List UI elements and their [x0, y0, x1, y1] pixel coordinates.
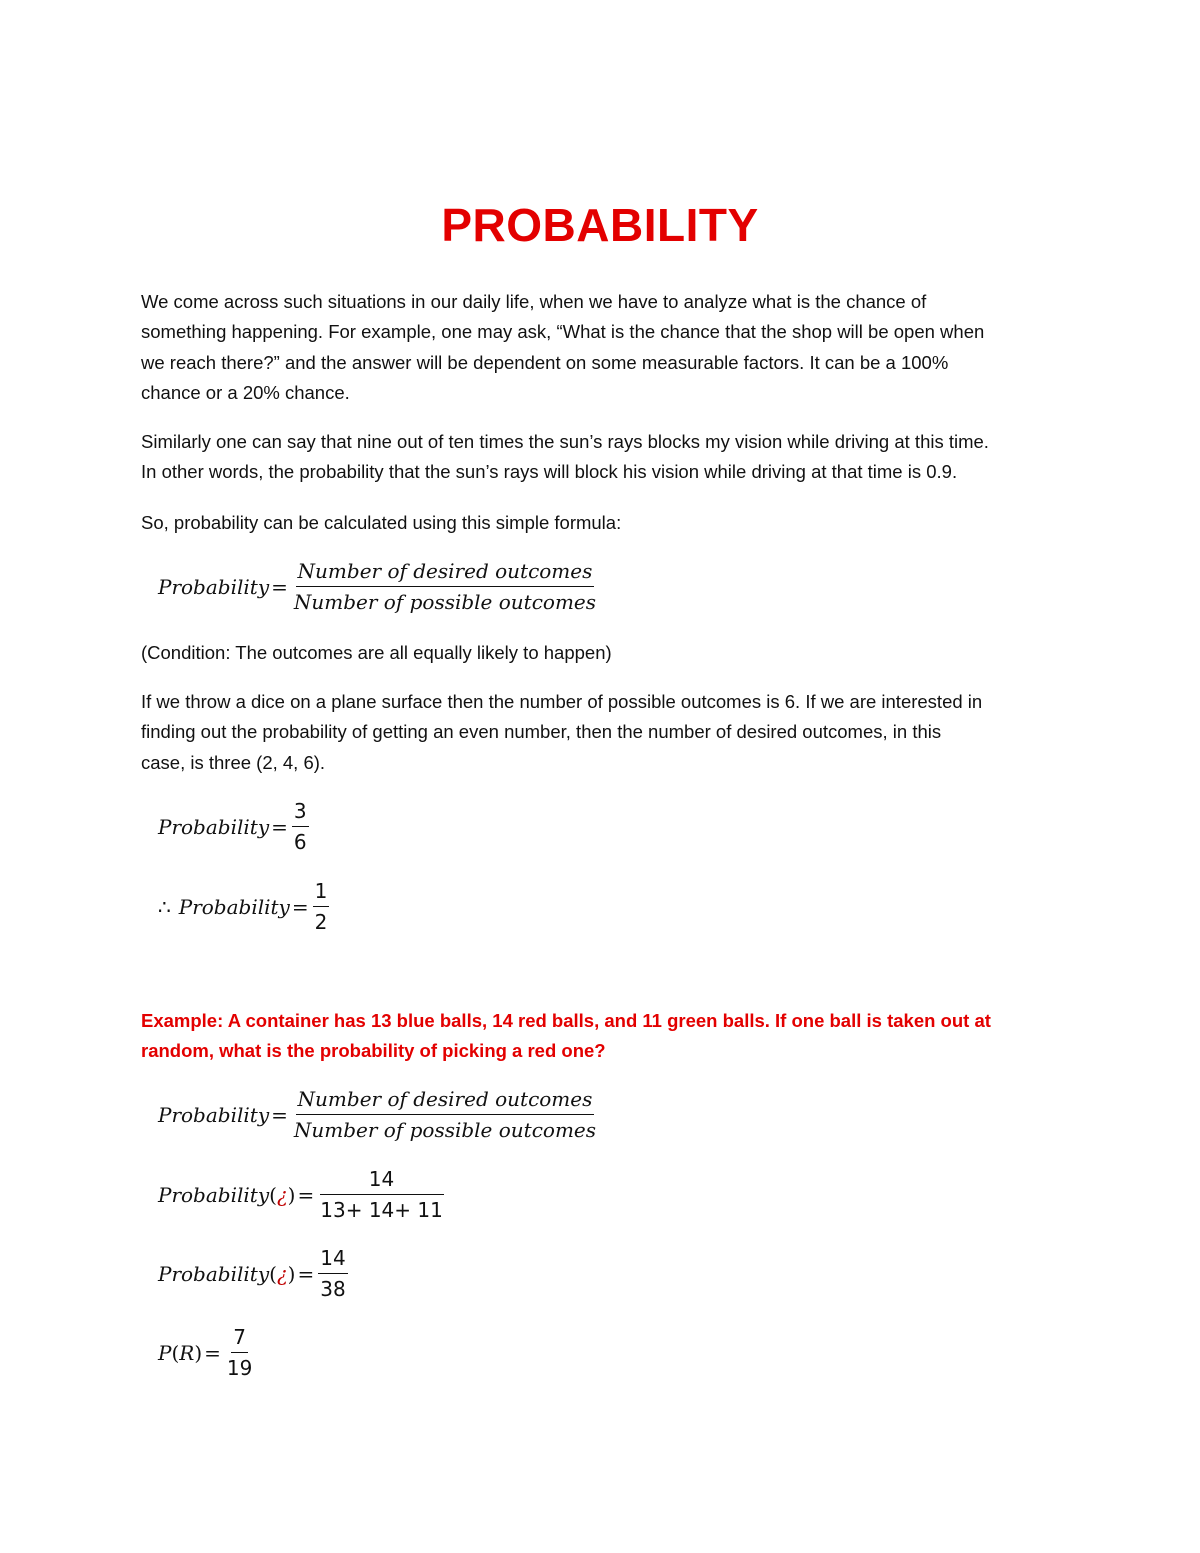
formula-equals: =: [271, 574, 288, 599]
dice-line: case, is three (2, 4, 6).: [141, 751, 326, 773]
example-formula: [158, 1086, 598, 1143]
eq6-lhs: Probability: [158, 1261, 270, 1286]
eq2-denominator: 6: [293, 830, 307, 854]
example-result: [158, 1324, 254, 1381]
eq4-numerator: Number of desired outcomes: [296, 1086, 595, 1115]
eq5-equals: =: [297, 1182, 315, 1207]
eq7-close-paren: ): [194, 1340, 203, 1365]
eq5-denominator: 13+ 14+ 11: [320, 1198, 443, 1222]
eq5-lhs: Probability: [158, 1182, 270, 1207]
formula-intro: [141, 508, 1071, 538]
eq4-fraction: [292, 1086, 598, 1143]
dice-equation-1: [158, 798, 309, 855]
similar-line: In other words, the probability that the sun’s rays will block his vision while driving at that time is 0.9.: [141, 461, 958, 483]
therefore-symbol: ∴: [158, 894, 171, 919]
eq3-equals: =: [291, 894, 309, 919]
example-equation-1: [158, 1166, 445, 1223]
eq4-equals: =: [271, 1102, 288, 1127]
eq6-equals: =: [297, 1261, 315, 1286]
eq4-denominator: Number of possible outcomes: [293, 1118, 597, 1142]
eq7-numerator: 7: [231, 1324, 248, 1353]
eq2-lhs: Probability: [158, 814, 270, 839]
condition-text: (Condition: The outcomes are all equally likely to happen): [141, 642, 612, 663]
eq6-numerator: 14: [318, 1245, 347, 1274]
eq7-fraction: [225, 1324, 254, 1381]
eq7-open-paren: (: [171, 1340, 180, 1365]
eq2-equals: =: [271, 814, 288, 839]
eq4-lhs: Probability: [158, 1102, 270, 1127]
formula-fraction: [292, 558, 598, 615]
formula-numerator: Number of desired outcomes: [296, 558, 595, 587]
eq2-numerator: 3: [292, 798, 309, 827]
eq7-argument: R: [179, 1340, 195, 1365]
eq2-fraction: [292, 798, 309, 855]
eq6-open-paren: (: [269, 1261, 277, 1286]
dice-line: finding out the probability of getting an even number, then the number of desired outcomes, in this: [141, 721, 942, 743]
eq3-fraction: [313, 878, 330, 935]
eq3-denominator: 2: [314, 910, 328, 934]
intro-line: something happening. For example, one may ask, “What is the chance that the shop will be open when: [141, 321, 985, 343]
formula-lhs: Probability: [158, 574, 270, 599]
eq6-fraction: [318, 1245, 347, 1302]
similar-paragraph: [141, 427, 1071, 488]
intro-line: chance or a 20% chance.: [141, 381, 350, 403]
example-equation-2: [158, 1245, 348, 1302]
probability-formula: [158, 558, 598, 615]
dice-line: If we throw a dice on a plane surface then the number of possible outcomes is 6. If we are interested in: [141, 691, 983, 712]
eq5-close-paren: ): [287, 1182, 296, 1207]
eq6-close-paren: ): [287, 1261, 296, 1286]
example-paragraph: [141, 1006, 1071, 1067]
formula-intro-text: So, probability can be calculated using this simple formula:: [141, 512, 622, 533]
similar-line: Similarly one can say that nine out of ten times the sun’s rays blocks my vision while driving at this time.: [141, 431, 989, 452]
eq5-placeholder-mark: ¿: [276, 1182, 288, 1207]
eq5-fraction: [318, 1166, 445, 1223]
eq7-equals: =: [204, 1340, 221, 1365]
intro-line: we reach there?” and the answer will be dependent on some measurable factors. It can be a 100%: [141, 351, 949, 373]
formula-denominator: Number of possible outcomes: [293, 590, 597, 614]
example-line: Example: A container has 13 blue balls, 14 red balls, and 11 green balls. If one ball is taken out at: [141, 1010, 991, 1031]
dice-paragraph: [141, 687, 1071, 778]
eq3-lhs: Probability: [178, 894, 290, 919]
eq6-denominator: 38: [320, 1277, 346, 1301]
intro-line: We come across such situations in our daily life, when we have to analyze what is the chance of: [141, 291, 927, 312]
intro-paragraph: [141, 287, 1071, 408]
condition-note: [141, 638, 1071, 668]
eq7-lhs: P: [158, 1340, 172, 1365]
page-title: PROBABILITY: [441, 199, 759, 251]
eq5-open-paren: (: [269, 1182, 277, 1207]
eq6-placeholder-mark: ¿: [276, 1261, 288, 1286]
dice-equation-2: [158, 878, 329, 935]
eq7-denominator: 19: [226, 1356, 253, 1380]
eq5-numerator: 14: [320, 1166, 444, 1195]
example-line: random, what is the probability of picking a red one?: [141, 1040, 606, 1062]
eq3-numerator: 1: [313, 878, 330, 907]
